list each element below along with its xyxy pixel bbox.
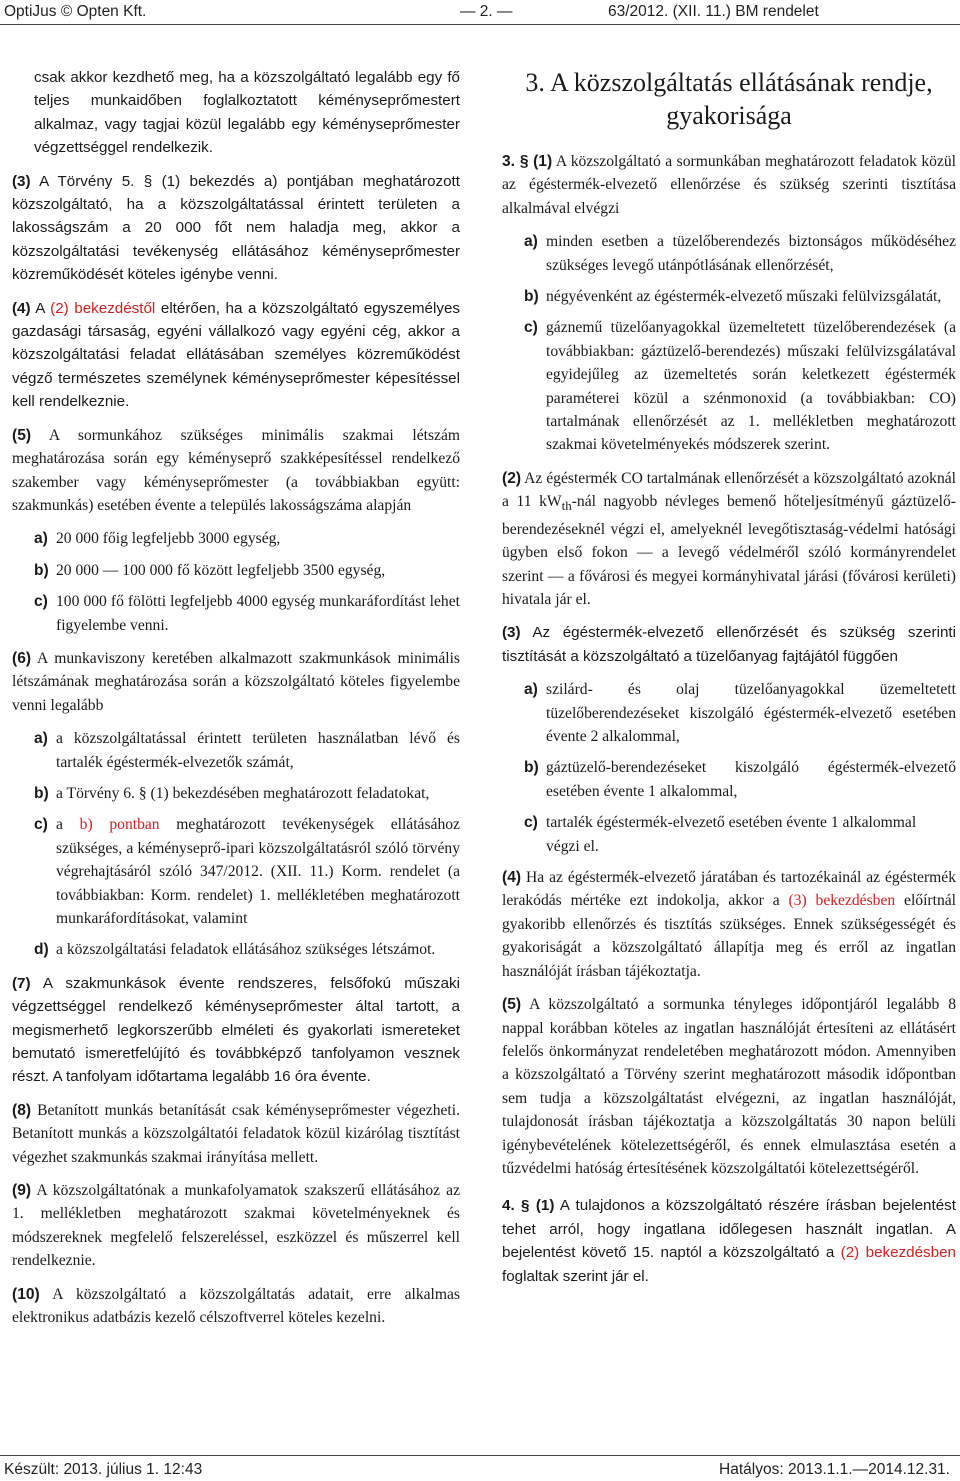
page-header xyxy=(0,0,960,26)
paragraph-5 xyxy=(12,424,460,518)
list-item xyxy=(524,230,956,277)
publisher: OptiJus © Opten Kft. xyxy=(4,3,147,20)
list-item xyxy=(34,727,460,774)
paragraph-3-number: (3) xyxy=(12,172,31,190)
item-text: minden esetben a tüzelőberendezés biztonságos működéséhez szükséges levegő utánpótlásának ellenőrzését, xyxy=(546,233,956,274)
paragraph-text: Az égéstermék-elvezető ellenőrzését és szükség szerinti tisztítását a közszolgáltató a tüzelőanyag fajtájától függően xyxy=(502,624,956,665)
intro-paragraph: csak akkor kezdhető meg, ha a közszolgáltató legalább egy fő teljes munkaidőben foglalkoztatott kéményseprőmestert alkalmaz, vagy tagjai közül legalább egy kéményseprőmester végzettséggel rendelkezik. xyxy=(34,69,460,157)
item-label: b) xyxy=(34,561,49,579)
right-column xyxy=(502,66,956,1298)
paragraph-text-pre: A tulajdonos a közszolgáltató részére írásban bejelentést tehet arról, hogy ingatlana időlegesen használt ingatlan. A bejelentést követő 15. naptól a közszolgáltató a xyxy=(502,1197,956,1262)
paragraph-5-text: A sormunkához szükséges minimális szakmai létszám meghatározása során egy kéményseprő szakképesítéssel rendelkező szakember vagy kéményseprőmester (a továbbiakban együtt: szakmunkás) esetében évente a település lakosságszáma alapján xyxy=(12,426,460,514)
list-item xyxy=(524,756,956,803)
section-3-number: 3. § xyxy=(502,153,529,170)
section-heading: 3. A közszolgáltatás ellátásának rendje, gyakorisága xyxy=(525,68,933,130)
paragraph-text: A közszolgáltató a sormunkában meghatározott feladatok közül az égéstermék-elvezető ellenőrzése és szükség szerinti tisztítása alkalmával elvégzi xyxy=(502,153,956,217)
link-bekezdes-2-sec4[interactable]: (2) bekezdésben xyxy=(840,1244,956,1262)
link-bekezdes-2[interactable]: (2) bekezdéstől xyxy=(50,299,156,317)
paragraph-6 xyxy=(12,647,460,717)
item-label: d) xyxy=(34,941,49,959)
paragraph-5-number: (5) xyxy=(12,426,32,444)
item-text xyxy=(56,813,460,930)
paragraph-8-number: (8) xyxy=(12,1101,32,1119)
list-item xyxy=(34,527,460,550)
item-text: a közszolgáltatással érintett területen használatban lévő és tartalék égéstermék-elvezetők számát, xyxy=(56,730,460,771)
item-text: a Törvény 6. § (1) bekezdésében meghatározott feladatokat, xyxy=(56,784,430,802)
item-label: b) xyxy=(524,759,539,777)
paragraph-10-number: (10) xyxy=(12,1285,40,1303)
paragraph-8-text: Betanított munkás betanítását csak kéményseprőmester végezheti. Betanított munkás a közszolgáltatói feladatok közül kizárólag tisztítást végezhet szakmunkás szakmai irányítása mellett. xyxy=(12,1101,460,1166)
section-3-paragraph-3 xyxy=(502,621,956,668)
list-item xyxy=(34,559,460,582)
section-4-number: 4. § xyxy=(502,1197,530,1215)
paragraph-6-number: (6) xyxy=(12,649,32,667)
section-3-paragraph-2 xyxy=(502,467,956,612)
paragraph-4 xyxy=(12,297,460,414)
item-text: 20 000 főig legfeljebb 3000 egység, xyxy=(56,530,281,548)
paragraph-9 xyxy=(12,1179,460,1273)
item-label: b) xyxy=(524,288,539,306)
effective-period: Hatályos: 2013.1.1.—2014.12.31. xyxy=(719,1461,950,1478)
unit-subscript: th xyxy=(561,498,572,514)
item-text: tartalék égéstermék-elvezető esetében évente 1 alkalommal xyxy=(546,814,917,832)
item-text: gáznemű tüzelőanyagokkal üzemeltetett tüzelőberendezések (a továbbiakban: gáztüzelő-berendezés) műszaki felülvizsgálatával egyidejűleg az üzemeltetés során keletkezett égéstermék paraméterei közül a szénmonoxid (a továbbiakban: CO) tartalmának ellenőrzését az 1. mellékletben meghatározott szakmai követelményekés módszerek szerint. xyxy=(546,319,956,454)
link-bekezdes-3[interactable]: (3) bekezdésben xyxy=(788,892,896,910)
header-rule xyxy=(0,24,960,25)
item-label: b) xyxy=(34,784,49,802)
item-text-post: meghatározott tevékenységek ellátásához szükséges, a kéményseprő-ipari közszolgáltatásról szóló törvény végrehajtásáról szóló 347/2012. (XII. 11.) Korm. rendelet (a továbbiakban: Korm. rendelet) 1. mellékletében meghatározott munkaráfordításokat, valamint xyxy=(56,816,460,927)
paragraph-3 xyxy=(12,170,460,287)
paragraph-number: (3) xyxy=(502,624,521,642)
footer-rule xyxy=(0,1455,960,1456)
page-number: — 2. — xyxy=(460,3,513,20)
paragraph-text-post: előírtnál gyakoribb ellenőrzés és tisztítás szükséges. Ennek szükségességét és gyakoriságát a közszolgáltató állapítja meg és erről az ingatlan használóját írásban tájékoztatja. xyxy=(502,892,956,980)
paragraph-text-post: foglaltak szerint jár el. xyxy=(502,1267,649,1285)
created-date: Készült: 2013. július 1. 12:43 xyxy=(4,1461,203,1478)
list-item xyxy=(34,938,460,961)
item-text: 100 000 fő fölötti legfeljebb 4000 egység munkaráfordítást lehet figyelembe venni. xyxy=(56,593,460,634)
section-3-paragraph-4 xyxy=(502,866,956,983)
paragraph-number: (2) xyxy=(502,469,522,487)
section-3-paragraph-1 xyxy=(502,150,956,220)
item-text: a közszolgáltatási feladatok ellátásához szükséges létszámot. xyxy=(56,941,436,959)
item-text-pre: a xyxy=(56,816,80,834)
item-label: a) xyxy=(524,233,538,251)
item-label: c) xyxy=(34,593,48,611)
list-item xyxy=(524,678,956,748)
paragraph-10-text: A közszolgáltató a közszolgáltatás adatait, erre alkalmas elektronikus adatbázis kezelő célszoftverrel köteles kezelni. xyxy=(12,1285,460,1327)
item-text: szilárd- és olaj tüzelőanyagokkal üzemeltetett tüzelőberendezéseket kiszolgáló égéstermék-elvezető esetében évente 2 alkalommal, xyxy=(546,681,956,746)
paragraph-10 xyxy=(12,1283,460,1330)
paragraph-number: (5) xyxy=(502,996,522,1014)
paragraph-text-pre: Ha az égéstermék-elvezető járatában és tartozékainál az égéstermék lerakódás mértéke ezt indokolja, akkor a xyxy=(502,869,956,910)
section-3-paragraph-5 xyxy=(502,993,956,1180)
regulation-title: 63/2012. (XII. 11.) BM rendelet xyxy=(608,3,819,20)
item-label: c) xyxy=(524,814,538,832)
paragraph-6-text: A munkaviszony keretében alkalmazott szakmunkások minimális létszámának meghatározása során a közszolgáltató köteles figyelembe venni legalább xyxy=(12,649,460,714)
item-label: a) xyxy=(34,530,48,548)
item-label: a) xyxy=(524,681,538,699)
section-4-paragraph-1 xyxy=(502,1194,956,1288)
item-label: c) xyxy=(34,816,48,834)
list-item xyxy=(524,316,956,456)
paragraph-text-post: -nál nagyobb névleges bemenő hőteljesítményű gáztüzelő-berendezéseknél végzi el, amelyeknél levegőtisztaság-védelmi hatósági ügyben első fokon — a levegő védelméről szóló kormányrendelet szerint — a fővárosi és megyei kormányhivatal járási (fővárosi kerületi) hivatala jár el. xyxy=(502,493,957,609)
item-label: a) xyxy=(34,730,48,748)
paragraph-4-number: (4) xyxy=(12,299,31,317)
page-footer xyxy=(0,1451,960,1481)
paragraph-number: (1) xyxy=(535,1197,555,1215)
link-pont-b[interactable]: b) pontban xyxy=(79,816,160,834)
paragraph-4-pre: A xyxy=(35,299,51,317)
left-column xyxy=(12,66,460,1340)
paragraph-9-text: A közszolgáltatónak a munkafolyamatok szakszerű ellátásához az 1. mellékletben meghatározott szakmai követelményeknek és módszereknek megfelelő felszereléssel, eszközzel és műszerrel kell rendelkeznie. xyxy=(12,1182,460,1270)
section-3-paragraph-3-tail: végzi el. xyxy=(546,837,599,855)
paragraph-3-text: A Törvény 5. § (1) bekezdés a) pontjában meghatározott közszolgáltató, ha a közszolgáltatással érintett területen a lakosságszám a 20 000 főt nem haladja meg, akkor a közszolgáltatási tevékenység ellátásához kéményseprőmester közreműködését köteles igénybe venni. xyxy=(12,172,460,284)
list-item xyxy=(34,590,460,637)
list-item xyxy=(524,285,956,308)
paragraph-text-pre: Az égéstermék CO tartalmának ellenőrzését a közszolgáltató azoknál a 11 kW xyxy=(502,469,957,511)
paragraph-7-number: (7) xyxy=(12,974,31,992)
item-text: gáztüzelő-berendezéseket kiszolgáló égéstermék-elvezető esetében évente 1 alkalommal, xyxy=(546,759,956,800)
paragraph-number: (4) xyxy=(502,869,522,887)
paragraph-text: A közszolgáltató a sormunka tényleges időpontjáról legalább 8 nappal korábban köteles az ingatlan használóját értesíteni az ellátásért felelős önkormányzat rendeletében meghatározott módon. Amennyiben a közszolgáltató a Törvény szerint meghatározott második időpontban sem tudja a közszolgáltatást elvégezni, az ingatlan használóját, tulajdonosát írásban tájékoztatja a közszolgáltatás 30 napon belüli igénybevételének kötelezettségéről, és ennek elmulasztása esetén a tűzvédelmi hatóság értesítésének közszolgáltatói kötelezettségéről. xyxy=(502,996,956,1177)
paragraph-4-post: eltérően, ha a közszolgáltató egyszemélyes gazdasági társaság, egyéni vállalkozó vagy egyéni cég, akkor a közszolgáltatási feladat ellátásában személyes közreműködést végző természetes személynek kéményseprőmester képesítéssel kell rendelkeznie. xyxy=(12,299,460,411)
paragraph-7-text: A szakmunkások évente rendszeres, felsőfokú műszaki végzettséggel rendelkező kéményseprőmester által tartott, a megismerhető legkorszerűbb elméleti és gyakorlati ismereteket bemutató ismeretfelújító és továbbképző tanfolyamon vesznek részt. A tanfolyam időtartama legalább 16 óra évente. xyxy=(12,974,460,1086)
paragraph-9-number: (9) xyxy=(12,1182,32,1200)
paragraph-number: (1) xyxy=(533,153,553,170)
list-item xyxy=(34,813,460,930)
list-item xyxy=(524,811,956,834)
item-text: négyévenként az égéstermék-elvezető műszaki felülvizsgálatát, xyxy=(546,288,942,306)
item-text: 20 000 — 100 000 fő között legfeljebb 3500 egység, xyxy=(56,561,386,579)
item-label: c) xyxy=(524,319,538,337)
paragraph-7 xyxy=(12,972,460,1089)
list-item xyxy=(34,782,460,805)
paragraph-8 xyxy=(12,1099,460,1169)
